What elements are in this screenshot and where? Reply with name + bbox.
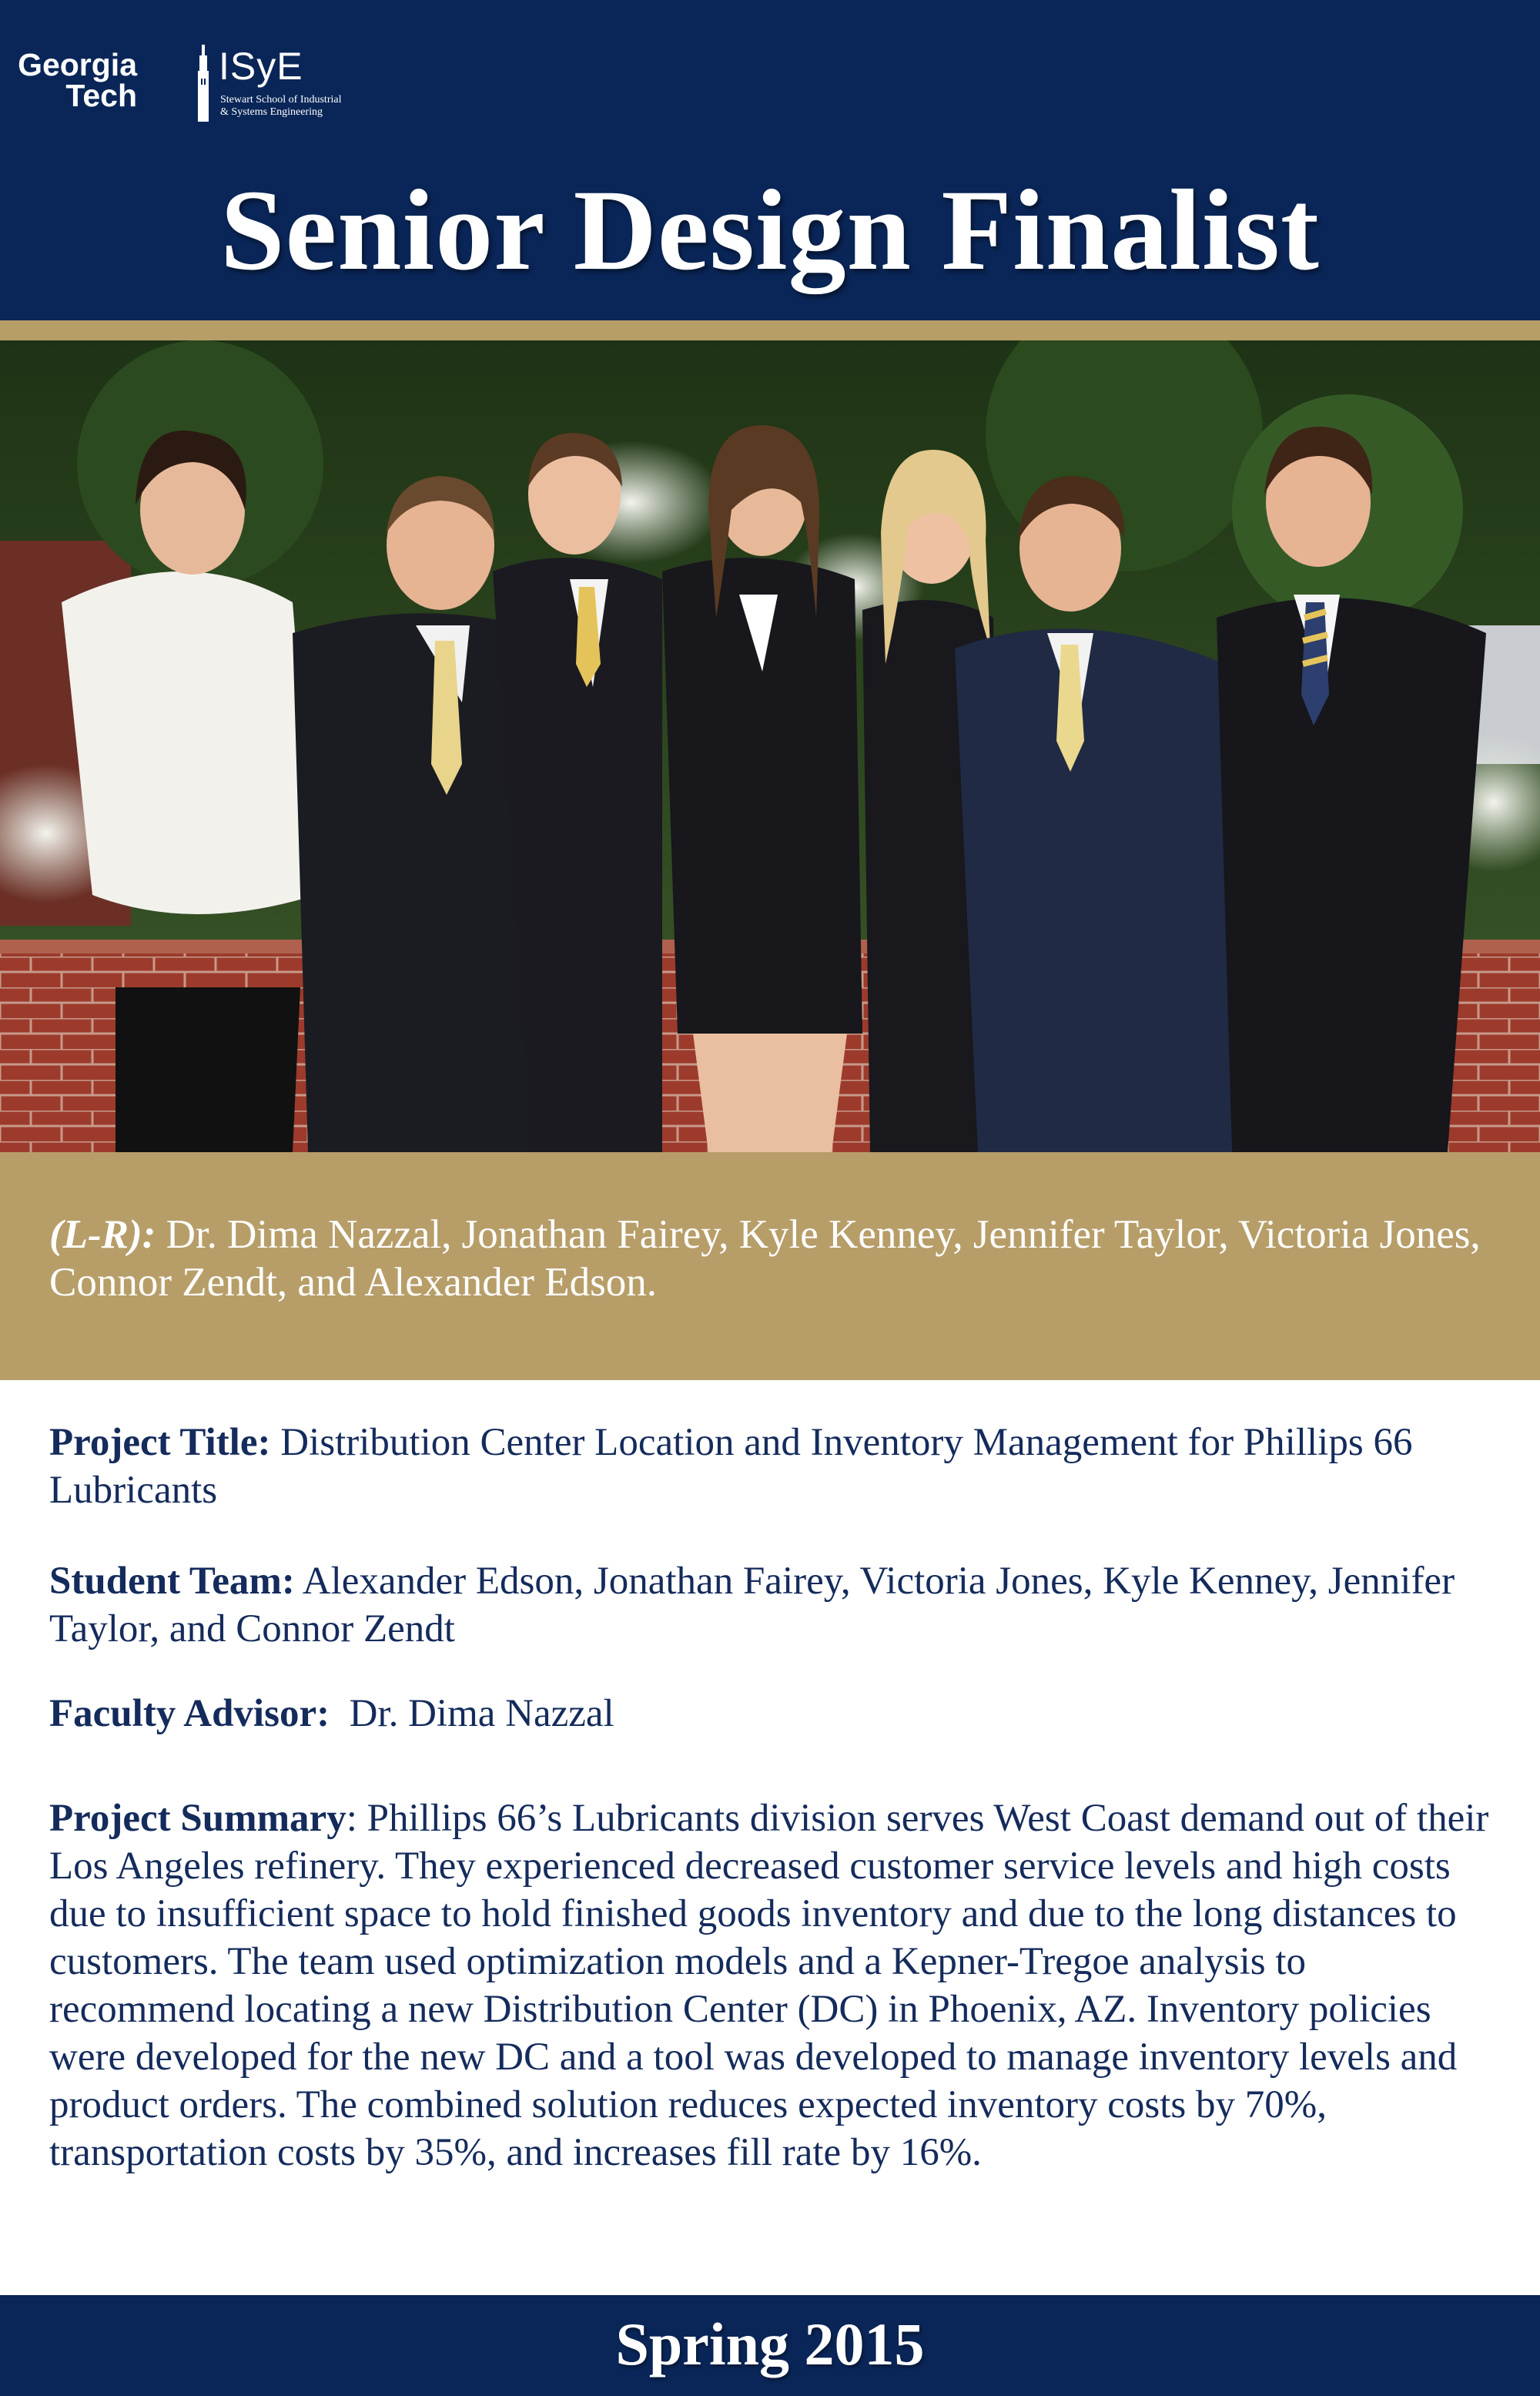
photo-caption [49, 1211, 1497, 1306]
footer-banner [0, 2295, 1540, 2396]
team-photo [0, 340, 1540, 1152]
logo-school-name [220, 94, 374, 119]
project-title-value: Distribution Center Location and Inventory Management for Phillips 66 Lubricants [49, 1421, 1413, 1512]
tech-tower-icon [194, 45, 213, 122]
logo-school-line2: & Systems Engineering [220, 106, 323, 118]
project-summary-value: : Phillips 66’s Lubricants division serves West Coast demand out of their Los Angeles refinery. They experienced decreased customer service levels and high costs due to insufficient space to hold finished goods inventory and due to the long distances to customers. The team used optimization models and a Kepner-Tregoe analysis to recommend locating a new Distribution Center (DC) in Phoenix, AZ. Inventory policies were developed for the new DC and a tool was developed to manage inventory levels and product orders. The combined solution reduces expected inventory costs by 70%, transportation costs by 35%, and increases fill rate by 16%. [49, 1797, 1489, 2174]
project-summary-label: Project Summary [49, 1797, 346, 1840]
logo-isye-text: ISyE [219, 45, 303, 88]
gold-divider [0, 320, 1540, 340]
faculty-advisor-paragraph [49, 1690, 614, 1738]
logo-georgia-text: Georgia [18, 47, 137, 82]
page-title: Senior Design Finalist [220, 166, 1320, 294]
project-title-paragraph [49, 1419, 1497, 1514]
faculty-advisor-label: Faculty Advisor: [49, 1692, 330, 1735]
student-team-value: Alexander Edson, Jonathan Fairey, Victoria Jones, Kyle Kenney, Jennifer Taylor, and Connor Zendt [49, 1560, 1455, 1650]
georgia-tech-isye-logo[interactable] [18, 40, 359, 126]
logo-tech-text: Tech [65, 78, 137, 113]
project-title-label: Project Title: [49, 1421, 271, 1464]
header-banner [0, 0, 1540, 320]
caption-band [0, 1152, 1540, 1380]
logo-school-line1: Stewart School of Industrial [220, 94, 342, 106]
caption-lead: (L-R): [49, 1212, 156, 1257]
project-summary-paragraph [49, 1794, 1497, 2177]
faculty-advisor-value: Dr. Dima Nazzal [330, 1692, 614, 1735]
season-label: Spring 2015 [615, 2311, 925, 2378]
team-photo-illustration [0, 340, 1540, 1152]
student-team-label: Student Team: [49, 1560, 295, 1603]
caption-names: Dr. Dima Nazzal, Jonathan Fairey, Kyle Kenney, Jennifer Taylor, Victoria Jones, Connor Zendt, and Alexander Edson. [49, 1212, 1481, 1305]
student-team-paragraph [49, 1557, 1497, 1653]
